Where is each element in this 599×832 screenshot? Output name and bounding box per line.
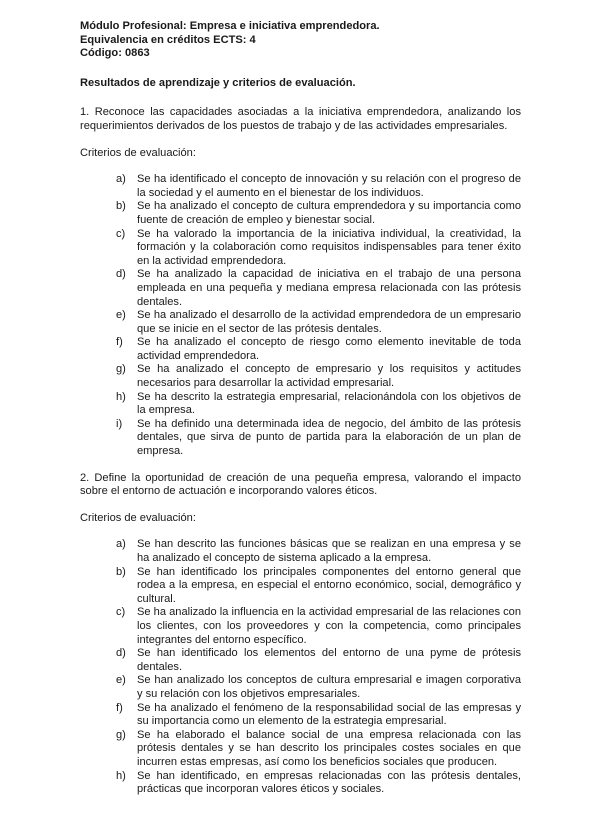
item-text: Se han identificado, en empresas relacionadas con las prótesis dentales, prácticas que incorporan valores éticos y sociales. [137,769,521,796]
list-item [80,566,521,607]
item-text: Se ha definido una determinada idea de negocio, del ámbito de las prótesis dentales, que sirva de punto de partida para la elaboración de un plan de empresa. [137,417,521,458]
item-text: Se ha valorado la importancia de la iniciativa individual, la creatividad, la formación y la colaboración como requisitos indispensables para tener éxito en la actividad emprendedora. [137,227,521,267]
criteria-list-1 [80,173,521,458]
list-item [80,418,521,459]
item-letter: g) [116,728,126,741]
item-letter: e) [116,674,126,687]
item-text: Se ha descrito la estrategia empresarial, relacionándola con los objetivos de la empresa. [137,390,521,417]
item-letter: f) [116,701,123,714]
list-item [80,702,521,729]
criteria-label-2: Criterios de evaluación: [80,511,196,524]
item-text: Se ha analizado el concepto de cultura emprendedora y su importancia como fuente de creación de empleo y bienestar social. [137,200,521,226]
learning-result-1: 1. Reconoce las capacidades asociadas a la iniciativa emprendedora, analizando los requerimientos derivados de los puestos de trabajo y de las actividades empresariales. [80,106,521,132]
list-item [80,309,521,336]
list-item [80,363,521,390]
item-text: Se ha analizado el concepto de riesgo como elemento inevitable de toda actividad emprendedora. [137,336,521,362]
section-title: Resultados de aprendizaje y criterios de evaluación. [80,76,356,89]
list-item [80,200,521,227]
module-title: Módulo Profesional: Empresa e iniciativa emprendedora. [80,20,380,32]
criteria-list-2 [80,538,521,796]
list-item [80,770,521,797]
item-text: Se ha analizado el concepto de empresario y los requisitos y actitudes necesarios para desarrollar la actividad empresarial. [137,363,521,390]
item-text: Se han analizado los conceptos de cultura empresarial e imagen corporativa y su relación con los objetivos empresariales. [137,674,521,700]
item-letter: f) [116,336,123,349]
item-letter: h) [116,769,126,782]
list-item [80,729,521,770]
criteria-label-1: Criterios de evaluación: [80,146,196,159]
list-item [80,647,521,674]
learning-result-2: 2. Define la oportunidad de creación de una pequeña empresa, valorando el impacto sobre el entorno de actuación e incorporando valores éticos. [80,471,521,498]
list-item [80,268,521,309]
item-text: Se ha analizado la influencia en la actividad empresarial de las relaciones con los clientes, con los proveedores y con la competencia, como principales integrantes del entorno específico. [137,606,521,646]
item-text: Se ha analizado la capacidad de iniciativa en el trabajo de una persona empleada en una pequeña y mediana empresa relacionada con las prótesis dentales. [137,268,521,308]
list-item [80,538,521,565]
item-letter: c) [116,606,126,619]
list-item [80,336,521,363]
item-letter: i) [116,417,123,430]
item-letter: e) [116,309,126,322]
item-letter: b) [116,200,126,213]
item-letter: d) [116,268,126,281]
ects-equivalence: Equivalencia en créditos ECTS: 4 [80,33,256,46]
item-text: Se han descrito las funciones básicas que se realizan en una empresa y se ha analizado el concepto de sistema aplicado a la empresa. [137,538,521,564]
item-text: Se ha identificado el concepto de innovación y su relación con el progreso de la sociedad y el aumento en el bienestar de los individuos. [137,173,521,199]
item-text: Se han identificado los principales componentes del entorno general que rodea a la empresa, en especial el entorno económico, social, demográfico y cultural. [137,565,521,605]
item-letter: h) [116,390,126,403]
item-letter: a) [116,173,126,186]
item-text: Se ha elaborado el balance social de una empresa relacionada con las prótesis dentales y se han descrito los principales costes sociales en que incurren estas empresas, así como los beneficios sociales que producen. [137,728,521,768]
list-item [80,391,521,418]
item-text: Se han identificado los elementos del entorno de una pyme de prótesis dentales. [137,647,521,673]
list-item [80,228,521,269]
item-letter: a) [116,538,126,551]
item-text: Se ha analizado el desarrollo de la actividad emprendedora de un empresario que se inicie en el sector de las prótesis dentales. [137,309,521,335]
module-code: Código: 0863 [80,47,150,60]
item-letter: g) [116,363,126,376]
list-item [80,173,521,200]
list-item [80,606,521,647]
item-letter: d) [116,647,126,660]
module-header [80,20,521,61]
item-letter: c) [116,227,126,240]
item-letter: b) [116,565,126,578]
list-item [80,674,521,701]
item-text: Se ha analizado el fenómeno de la responsabilidad social de las empresas y su importancia como un elemento de la estrategia empresarial. [137,701,521,728]
